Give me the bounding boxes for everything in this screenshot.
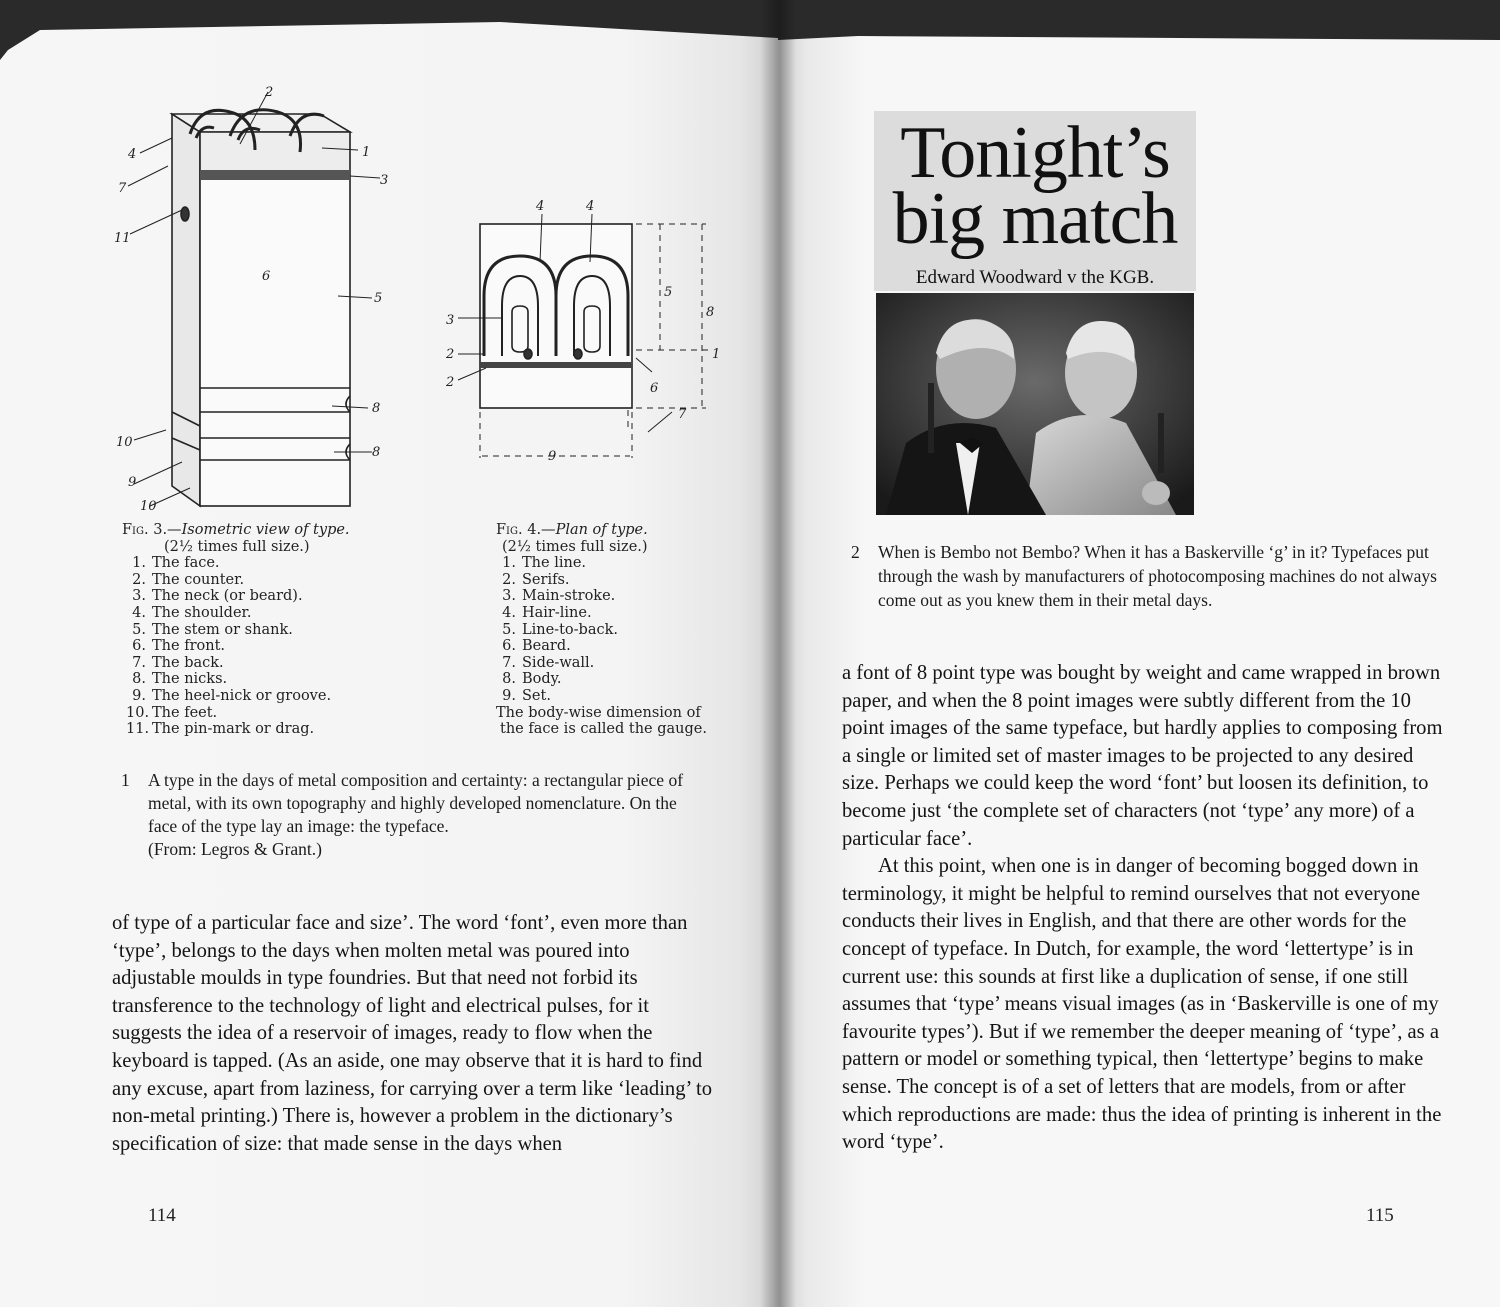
fig3-caption [122, 522, 382, 738]
fig4-label-1: 1 [712, 347, 721, 362]
right-body-text [842, 660, 1450, 1157]
fig3-caption-scale: (2½ times full size.) [164, 538, 310, 555]
fig3-legend-item: 7. The back. [132, 654, 224, 671]
fig4-label-4b: 4 [586, 199, 595, 214]
footnote-1-number: 1 [121, 770, 130, 790]
fig4-label-3: 3 [446, 313, 455, 328]
fig3-legend-item: 5. The stem or shank. [132, 621, 293, 638]
footnote-1 [121, 769, 708, 861]
fig4-legend-item: 6. Beard. [502, 638, 571, 655]
fig3-label-8b: 8 [372, 445, 381, 460]
fig3-legend-item: 9. The heel-nick or groove. [132, 687, 332, 704]
fig4-label-6: 6 [650, 381, 659, 396]
headline-line-1: Tonight’s [900, 112, 1170, 194]
right-body-paragraph-1: a font of 8 point type was bought by weight and came wrapped in brown paper, and when the 8 point images were subtly different from the 10 point images of the same typeface, but hardly applies to composing from a single or limited set of master images to be projected to any desired size. Perhaps we could keep the word ‘font’ but loosen its definition, to become just ‘the complete set of characters (not ‘type’ any more) of a particular face’. [842, 662, 1443, 850]
fig3-legend-item: 1. The face. [132, 555, 220, 572]
fig3-label-11: 11 [114, 231, 131, 246]
fig4-caption-title: Plan of type. [555, 522, 648, 538]
fig3-legend-item: 8. The nicks. [132, 671, 228, 688]
fig4-label-8: 8 [706, 305, 715, 320]
fig4-legend-item: 7. Side-wall. [502, 654, 595, 671]
right-body-paragraph-2: At this point, when one is in danger of becoming bogged down in terminology, it might be helpful to remind ourselves that not everyone conducts their lives in English, and that there are other words for the concept of typeface. In Dutch, for example, the word ‘lettertype’ is in current use: this sounds at first like a duplication of sense, if one still assumes that ‘type’ means visual images (as in ‘Baskerville is one of my favourite types’). But if we remember the deeper meaning of ‘type’, as a pattern or model or something typical, then ‘lettertype’ begins to make sense. The concept is of a set of letters that are models, from or after which reproductions are made: thus the idea of printing is inherent in the word ‘type’. [842, 855, 1442, 1154]
left-body-paragraph: of type of a particular face and size’. The word ‘font’, even more than ‘type’, belongs to the days when molten metal was poured into adjustable moulds in type foundries. But that need not forbid its transference to the technology of light and electrical pulses, for it suggests the idea of a reservoir of images, ready to flow when the keyboard is tapped. (As an aside, one may observe that it is hard to find any excuse, apart from laziness, for carrying over a term like ‘leading’ to non-metal printing.) There is, however a problem in the dictionary’s specification of size: that made sense in the days when [112, 912, 713, 1155]
fig4-gauge-note-1: The body-wise dimension of [496, 704, 701, 721]
footnote-1-text: A type in the days of metal composition and certainty: a rectangular piece of metal, with its own topography and highly developed nomenclature. On the face of the type lay an image: the typeface. [148, 770, 684, 836]
fig4-legend-item: 9. Set. [502, 687, 551, 704]
fig4-caption-prefix: Fig. 4.— [496, 522, 556, 538]
fig4-caption-scale: (2½ times full size.) [502, 538, 648, 555]
fig3-label-10a: 10 [116, 435, 133, 450]
fig3-label-3: 3 [380, 173, 389, 188]
fig3-label-10b: 10 [140, 499, 157, 514]
fig4-label-2a: 2 [446, 347, 455, 362]
fig3-label-6: 6 [262, 269, 271, 284]
fig3-label-7: 7 [118, 181, 127, 196]
fig4-legend-item: 4. Hair-line. [502, 604, 592, 621]
fig3-legend-item: 4. The shoulder. [132, 604, 252, 621]
fig4-label-7: 7 [678, 407, 687, 422]
fig3-legend-item: 11. The pin-mark or drag. [126, 721, 315, 738]
fig4-legend-item: 3. Main-stroke. [502, 588, 616, 605]
newspaper-headline-clipping [874, 111, 1196, 291]
footnote-2 [851, 540, 1454, 612]
fig4-gauge-note-2: the face is called the gauge. [500, 721, 707, 738]
fig4-legend-item: 8. Body. [502, 671, 562, 688]
fig4-label-2b: 2 [446, 375, 455, 390]
fig3-legend-item: 3. The neck (or beard). [132, 588, 303, 605]
fig3-caption-title: Isometric view of type. [181, 522, 350, 538]
book-gutter [760, 0, 796, 1307]
fig3-legend-item: 10. The feet. [126, 704, 218, 721]
fig3-legend-item: 6. The front. [132, 638, 226, 655]
clipping-subhead: Edward Woodward v the KGB. [915, 267, 1155, 288]
fig3-label-8a: 8 [372, 401, 381, 416]
fig4-legend-item: 1. The line. [502, 555, 587, 572]
fig4-label-5: 5 [664, 285, 673, 300]
left-body-text [112, 910, 716, 1158]
footnote-1-source: (From: Legros & Grant.) [148, 839, 322, 859]
fig3-legend-item: 2. The counter. [132, 571, 245, 588]
fig4-legend [496, 555, 736, 704]
fig4-label-4a: 4 [536, 199, 545, 214]
plan-of-type-figure [440, 196, 740, 466]
fig3-label-5: 5 [374, 291, 383, 306]
fig4-label-9: 9 [548, 449, 557, 464]
fig3-label-1: 1 [362, 145, 371, 160]
fig3-label-4: 4 [128, 147, 137, 162]
page-number-right: 115 [1366, 1205, 1394, 1226]
fig3-legend [126, 555, 382, 738]
fig3-caption-prefix: Fig. 3.— [122, 522, 182, 538]
fig3-label-9: 9 [128, 475, 137, 490]
newspaper-photo [876, 293, 1194, 515]
fig4-legend-item: 5. Line-to-back. [502, 621, 618, 638]
isometric-type-figure [110, 86, 410, 516]
footnote-2-number: 2 [851, 542, 860, 562]
fig3-label-2: 2 [265, 86, 274, 100]
fig4-legend-item: 2. Serifs. [502, 571, 570, 588]
page-number-left: 114 [148, 1205, 176, 1226]
footnote-2-text: When is Bembo not Bembo? When it has a Baskerville ‘g’ in it? Typefaces put through the wash by manufacturers of photocomposing machines do not always come out as you knew them in their metal days. [878, 542, 1437, 610]
headline-line-2: big match [892, 178, 1178, 260]
fig4-caption [496, 522, 736, 738]
